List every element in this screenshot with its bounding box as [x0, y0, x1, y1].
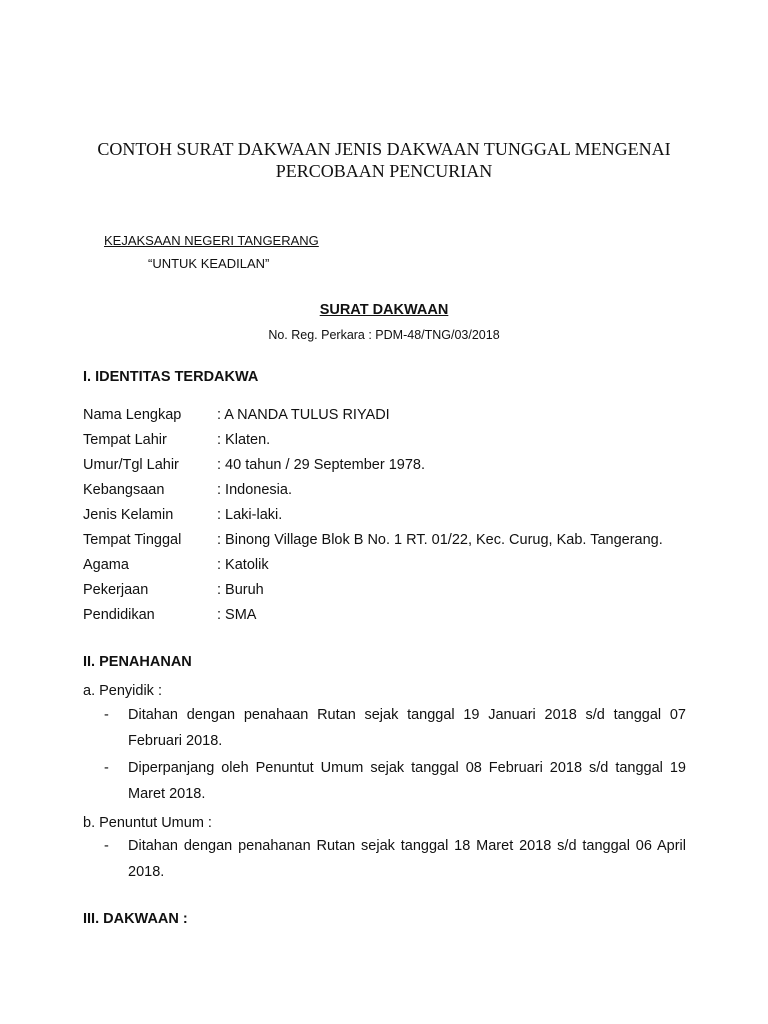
detention-item-text: Diperpanjang oleh Penuntut Umum sejak tanggal 08 Februari 2018 s/d tanggal 19 Maret 2018. — [128, 760, 686, 802]
organization-name: KEJAKSAAN NEGERI TANGERANG — [104, 233, 319, 248]
letter-title: SURAT DAKWAAN — [319, 302, 449, 318]
detention-investigator-label: a. Penyidik : — [83, 683, 162, 699]
identity-value: : Klaten. — [217, 432, 271, 448]
case-registration-number: No. Reg. Perkara : PDM-48/TNG/03/2018 — [268, 328, 500, 342]
identity-value: : SMA — [217, 607, 257, 623]
detention-item-text: Ditahan dengan penahaan Rutan sejak tanggal 19 Januari 2018 s/d tanggal 07 Februari 2018. — [128, 707, 686, 749]
organization-motto: “UNTUK KEADILAN” — [148, 256, 270, 271]
detention-prosecutor-label: b. Penuntut Umum : — [83, 815, 212, 831]
detention-item-text: Ditahan dengan penahanan Rutan sejak tanggal 18 Maret 2018 s/d tanggal 06 April 2018. — [128, 838, 686, 880]
indictment-heading: III. DAKWAAN : — [83, 911, 188, 927]
identity-value: : Laki-laki. — [217, 507, 283, 523]
identity-label: Agama — [83, 557, 129, 573]
title-line-2: PERCOBAAN PENCURIAN — [275, 161, 493, 181]
identity-value: : A NANDA TULUS RIYADI — [217, 407, 390, 423]
identity-label: Umur/Tgl Lahir — [83, 457, 179, 473]
bullet-dash: - — [104, 760, 109, 776]
identity-value: : Buruh — [217, 582, 264, 598]
bullet-dash: - — [104, 707, 109, 723]
detention-heading: II. PENAHANAN — [83, 654, 192, 670]
identity-label: Tempat Tinggal — [83, 532, 182, 548]
title-line-1: CONTOH SURAT DAKWAAN JENIS DAKWAAN TUNGGAL MENGENAI — [97, 139, 671, 159]
identity-value: : 40 tahun / 29 September 1978. — [217, 457, 425, 473]
identity-value: : Indonesia. — [217, 482, 292, 498]
identity-value: : Binong Village Blok B No. 1 RT. 01/22, Kec. Curug, Kab. Tangerang. — [217, 532, 663, 548]
identity-label: Pendidikan — [83, 607, 155, 623]
identity-label: Jenis Kelamin — [83, 507, 174, 523]
identity-label: Tempat Lahir — [83, 432, 167, 448]
document-title — [60, 138, 708, 182]
identity-label: Nama Lengkap — [83, 407, 182, 423]
identity-label: Kebangsaan — [83, 482, 165, 498]
identity-heading: I. IDENTITAS TERDAKWA — [83, 369, 259, 385]
bullet-dash: - — [104, 838, 109, 854]
identity-value: : Katolik — [217, 557, 269, 573]
identity-label: Pekerjaan — [83, 582, 149, 598]
